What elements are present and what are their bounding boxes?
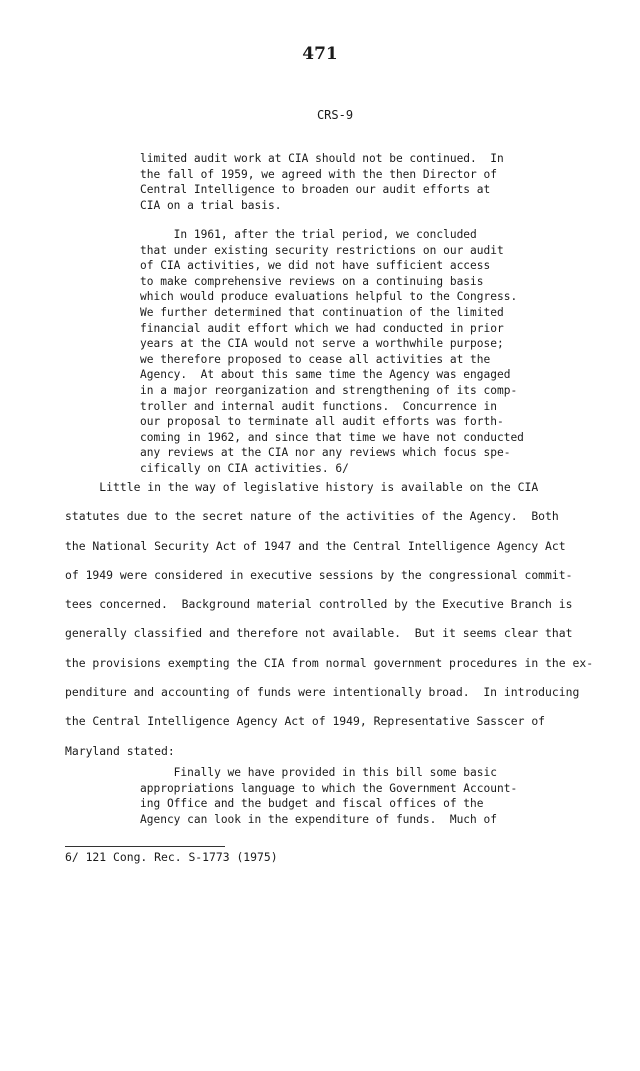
text-line: troller and internal audit functions. Concurrence in — [140, 399, 497, 413]
text-line: Central Intelligence to broaden our audit efforts at — [140, 183, 491, 197]
text-line: which would produce evaluations helpful to the Congress. — [140, 290, 518, 304]
text-line: cifically on CIA activities. 6/ — [140, 461, 349, 475]
text-line: We further determined that continuation of the limited — [140, 305, 504, 319]
footnote-divider — [65, 846, 225, 847]
text-line: Finally we have provided in this bill some basic — [140, 766, 497, 779]
text-line: Agency. At about this same time the Agency was engaged — [140, 368, 511, 382]
page-number: 471 — [302, 44, 338, 64]
quoted-paragraph-2 — [140, 227, 560, 477]
text-line: the National Security Act of 1947 and the Central Intelligence Agency Act — [65, 538, 566, 553]
text-line: In 1961, after the trial period, we concluded — [140, 228, 477, 241]
text-line: of CIA activities, we did not have sufficient access — [140, 259, 491, 273]
text-line: CIA on a trial basis. — [140, 198, 282, 212]
text-line: in a major reorganization and strengthening of its comp- — [140, 383, 518, 397]
text-line: of 1949 were considered in executive sessions by the congressional commit- — [65, 567, 573, 582]
text-line: the provisions exempting the CIA from normal government procedures in the ex- — [65, 655, 594, 670]
text-line: the fall of 1959, we agreed with the then Director of — [140, 167, 497, 181]
text-line: financial audit effort which we had conducted in prior — [140, 321, 504, 335]
report-id: CRS-9 — [316, 108, 354, 122]
text-line: statutes due to the secret nature of the activities of the Agency. Both — [65, 509, 559, 524]
text-line: to make comprehensive reviews on a continuing basis — [140, 274, 484, 288]
quoted-paragraph-3 — [140, 765, 560, 827]
text-line: tees concerned. Background material controlled by the Executive Branch is — [65, 597, 573, 612]
footnote: 6/ 121 Cong. Rec. S-1773 (1975) — [65, 850, 278, 864]
text-line: limited audit work at CIA should not be continued. In — [140, 152, 504, 165]
text-line: the Central Intelligence Agency Act of 1949, Representative Sasscer of — [65, 714, 546, 729]
text-line: Maryland stated: — [65, 743, 175, 758]
text-line: appropriations language to which the Government Account- — [140, 781, 518, 795]
text-line: any reviews at the CIA nor any reviews which focus spe- — [140, 446, 511, 460]
text-line: our proposal to terminate all audit efforts was forth- — [140, 415, 504, 429]
text-line: years at the CIA would not serve a worthwhile purpose; — [140, 337, 504, 351]
body-paragraph — [65, 473, 605, 766]
text-line: penditure and accounting of funds were intentionally broad. In introducing — [65, 685, 580, 700]
text-line: generally classified and therefore not available. But it seems clear that — [65, 626, 573, 641]
text-line: coming in 1962, and since that time we have not conducted — [140, 430, 524, 444]
text-line: Little in the way of legislative history is available on the CIA — [65, 480, 539, 494]
text-line: ing Office and the budget and fiscal offices of the — [140, 797, 484, 811]
text-line: that under existing security restrictions on our audit — [140, 243, 504, 257]
quoted-paragraph-1 — [140, 151, 560, 213]
text-line: Agency can look in the expenditure of funds. Much of — [140, 812, 497, 826]
text-line: we therefore proposed to cease all activities at the — [140, 352, 491, 366]
